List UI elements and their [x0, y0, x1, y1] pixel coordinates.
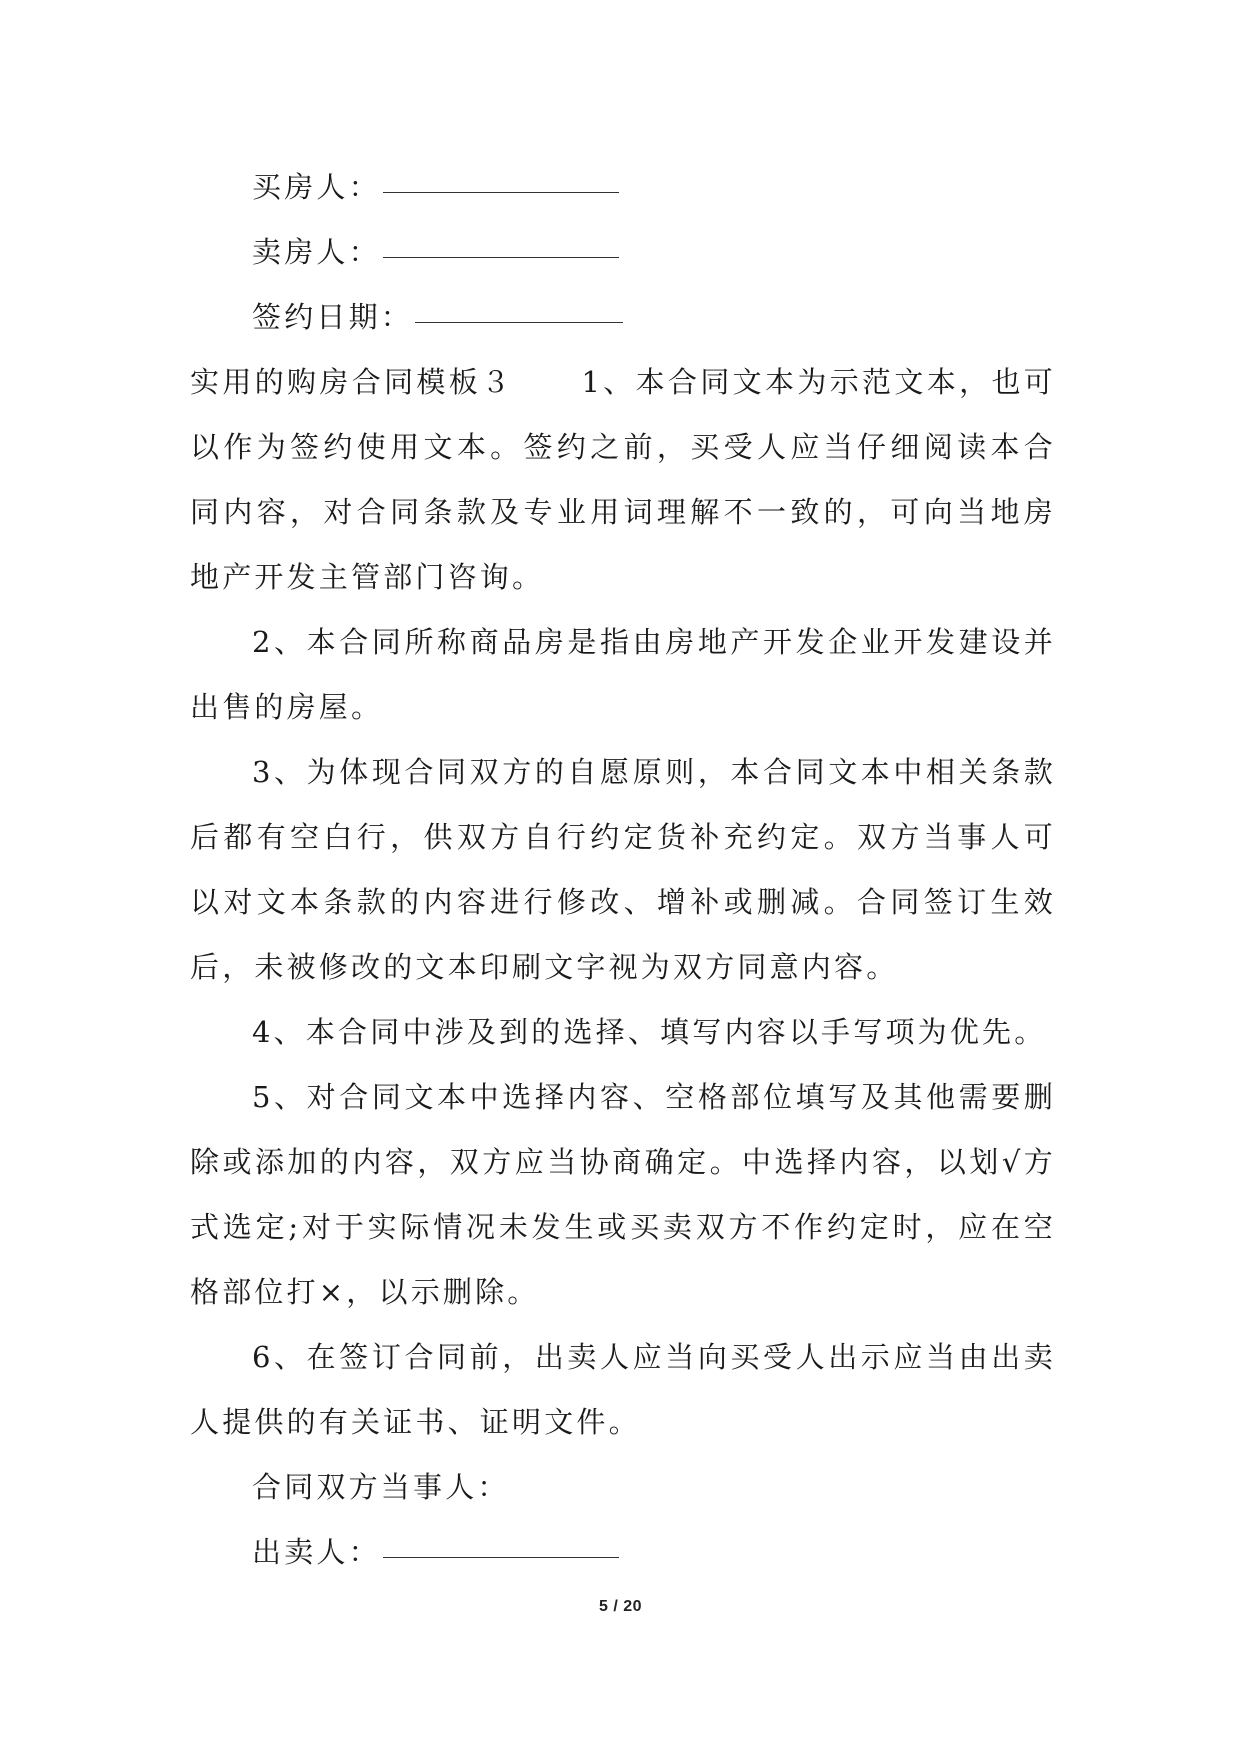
- vendor-field: [190, 1520, 1056, 1585]
- sign-date-field: [190, 285, 1056, 350]
- paragraph-2: 2、本合同所称商品房是指由房地产开发企业开发建设并出售的房屋。: [190, 625, 1056, 724]
- buyer-field: [190, 155, 1056, 220]
- paragraph-4: 4、本合同中涉及到的选择、填写内容以手写项为优先。: [252, 1015, 1047, 1049]
- paragraph-6: 6、在签订合同前，出卖人应当向买受人出示应当由出卖人提供的有关证书、证明文件。: [190, 1340, 1056, 1439]
- paragraph-1-text: 1、本合同文本为示范文本，也可以作为签约使用文本。签约之前，买受人应当仔细阅读本合同内容，对合同条款及专业用词理解不一致的，可向当地房地产开发主管部门咨询。: [190, 365, 1056, 594]
- section-title: 实用的购房合同模板３: [190, 365, 514, 399]
- paragraph-5: 5、对合同文本中选择内容、空格部位填写及其他需要删除或添加的内容，双方应当协商确定。中选择内容，以划√方式选定;对于实际情况未发生或买卖双方不作约定时，应在空格部位打×，以示删除。: [190, 1080, 1056, 1309]
- paragraph-3: 3、为体现合同双方的自愿原则，本合同文本中相关条款后都有空白行，供双方自行约定货补充约定。双方当事人可以对文本条款的内容进行修改、增补或删减。合同签订生效后，未被修改的文本印刷文字视为双方同意内容。: [190, 755, 1056, 984]
- sign-date-label: 签约日期：: [252, 300, 414, 334]
- seller-field: [190, 220, 1056, 285]
- buyer-blank: [383, 191, 619, 193]
- document-body: [190, 155, 1056, 1585]
- page-number: 5 / 20: [598, 1598, 643, 1615]
- parties-label: 合同双方当事人：: [252, 1470, 510, 1504]
- seller-blank: [383, 256, 619, 258]
- parties-heading: [190, 1455, 1056, 1520]
- buyer-label: 买房人：: [252, 170, 381, 204]
- sign-date-blank: [415, 321, 623, 323]
- seller-label: 卖房人：: [252, 235, 381, 269]
- paragraph-1: [190, 350, 1056, 610]
- vendor-blank: [383, 1556, 619, 1558]
- vendor-label: 出卖人：: [252, 1535, 381, 1569]
